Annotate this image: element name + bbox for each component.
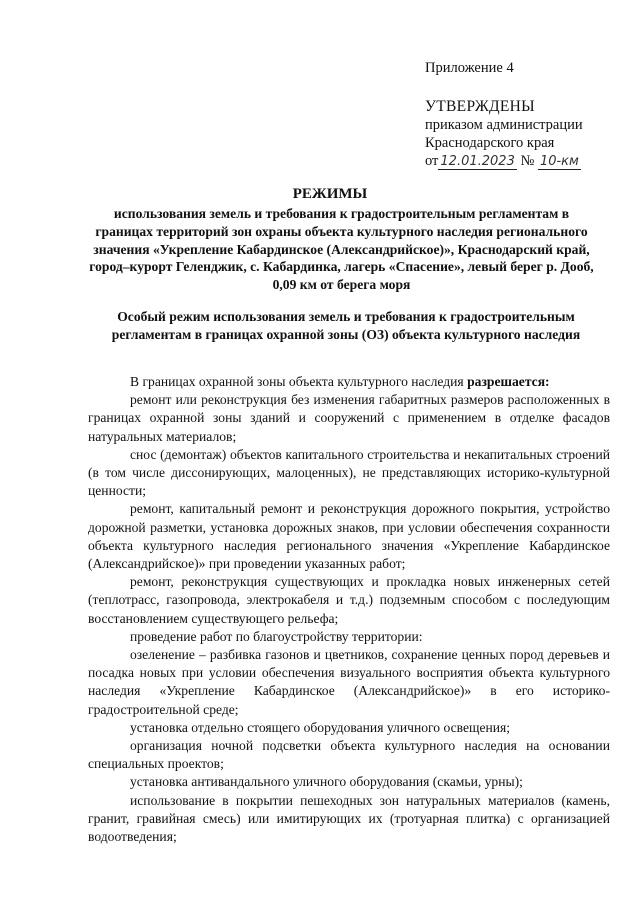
paragraph-7: установка отдельно стоящего оборудования уличного освещения; (130, 719, 511, 735)
paragraph-5: проведение работ по благоустройству территории: (130, 628, 423, 644)
paragraph-3: ремонт, капитальный ремонт и реконструкция дорожного покрытия, устройство дорожной разметки, установка дорожных знаков, при условии обеспечения сохранности объекта культурного наследия регионального значения «Укрепление Кабардинское (Александрийское)» при проведении указанных работ; (88, 501, 610, 572)
section-title: Особый режим использования земель и требования к градостроительным регламентам в границах охранной зоны (ОЗ) объекта культурного наследия (111, 309, 581, 342)
date-number-line (425, 152, 625, 170)
paragraph-2: снос (демонтаж) объектов капитального строительства и некапитальных строений (в том числе диссонирующих, малоценных), не представляющих историко-культурной ценности; (88, 446, 610, 499)
document-subtitle: использования земель и требования к градостроительным регламентам в границах территорий зон охраны объекта культурного наследия регионального значения «Укрепление Кабардинское (Александрийское)», Краснодарский край, город–курорт Геленджик, с. Кабардинка, лагерь «Спасение», левый берег р. Дооб, 0,09 км от берега моря (89, 206, 594, 293)
document-body (88, 373, 610, 846)
paragraph-9: установка антивандального уличного оборудования (скамьи, урны); (130, 774, 523, 790)
order-line-2: Краснодарского края (425, 135, 555, 151)
handwritten-number: 10-км (539, 154, 579, 169)
paragraph-8: организация ночной подсветки объекта культурного наследия на основании специальных проектов; (88, 738, 610, 772)
date-prefix: от (425, 153, 439, 169)
intro-text: В границах охранной зоны объекта культурного наследия (130, 374, 468, 389)
approved-heading: УТВЕРЖДЕНЫ (425, 98, 535, 115)
handwritten-date: 12.01.2023 (440, 154, 515, 169)
order-line-1: приказом администрации (425, 117, 583, 133)
paragraph-4: ремонт, реконструкция существующих и прокладка новых инженерных сетей (теплотрасс, газопровода, электрокабеля и т.д.) подземным способом с последующим восстановлением существующего рельефа; (88, 574, 610, 626)
paragraph-1: ремонт или реконструкция без изменения габаритных размеров расположенных в границах охранной зоны зданий и сооружений с применением в отделке фасадов натуральных материалов; (88, 392, 610, 444)
paragraph-10: использование в покрытии пешеходных зон натуральных материалов (камень, гранит, гравийная смесь) или имитирующих их (тротуарная плитка) с организацией водоотведения; (88, 792, 610, 845)
appendix-label: Приложение 4 (425, 60, 514, 76)
number-prefix: № (520, 153, 535, 169)
document-title: РЕЖИМЫ (292, 186, 368, 202)
intro-paragraph (88, 373, 610, 391)
intro-emphasis: разрешается: (467, 374, 550, 389)
approval-block (425, 98, 625, 170)
paragraph-6: озеленение – разбивка газонов и цветников, сохранение ценных пород деревьев и посадка новых при условии обеспечения визуального восприятия объекта культурного наследия «Укрепление Кабардинское (Александрийское)» в его историко-градостроительной среде; (88, 647, 610, 717)
